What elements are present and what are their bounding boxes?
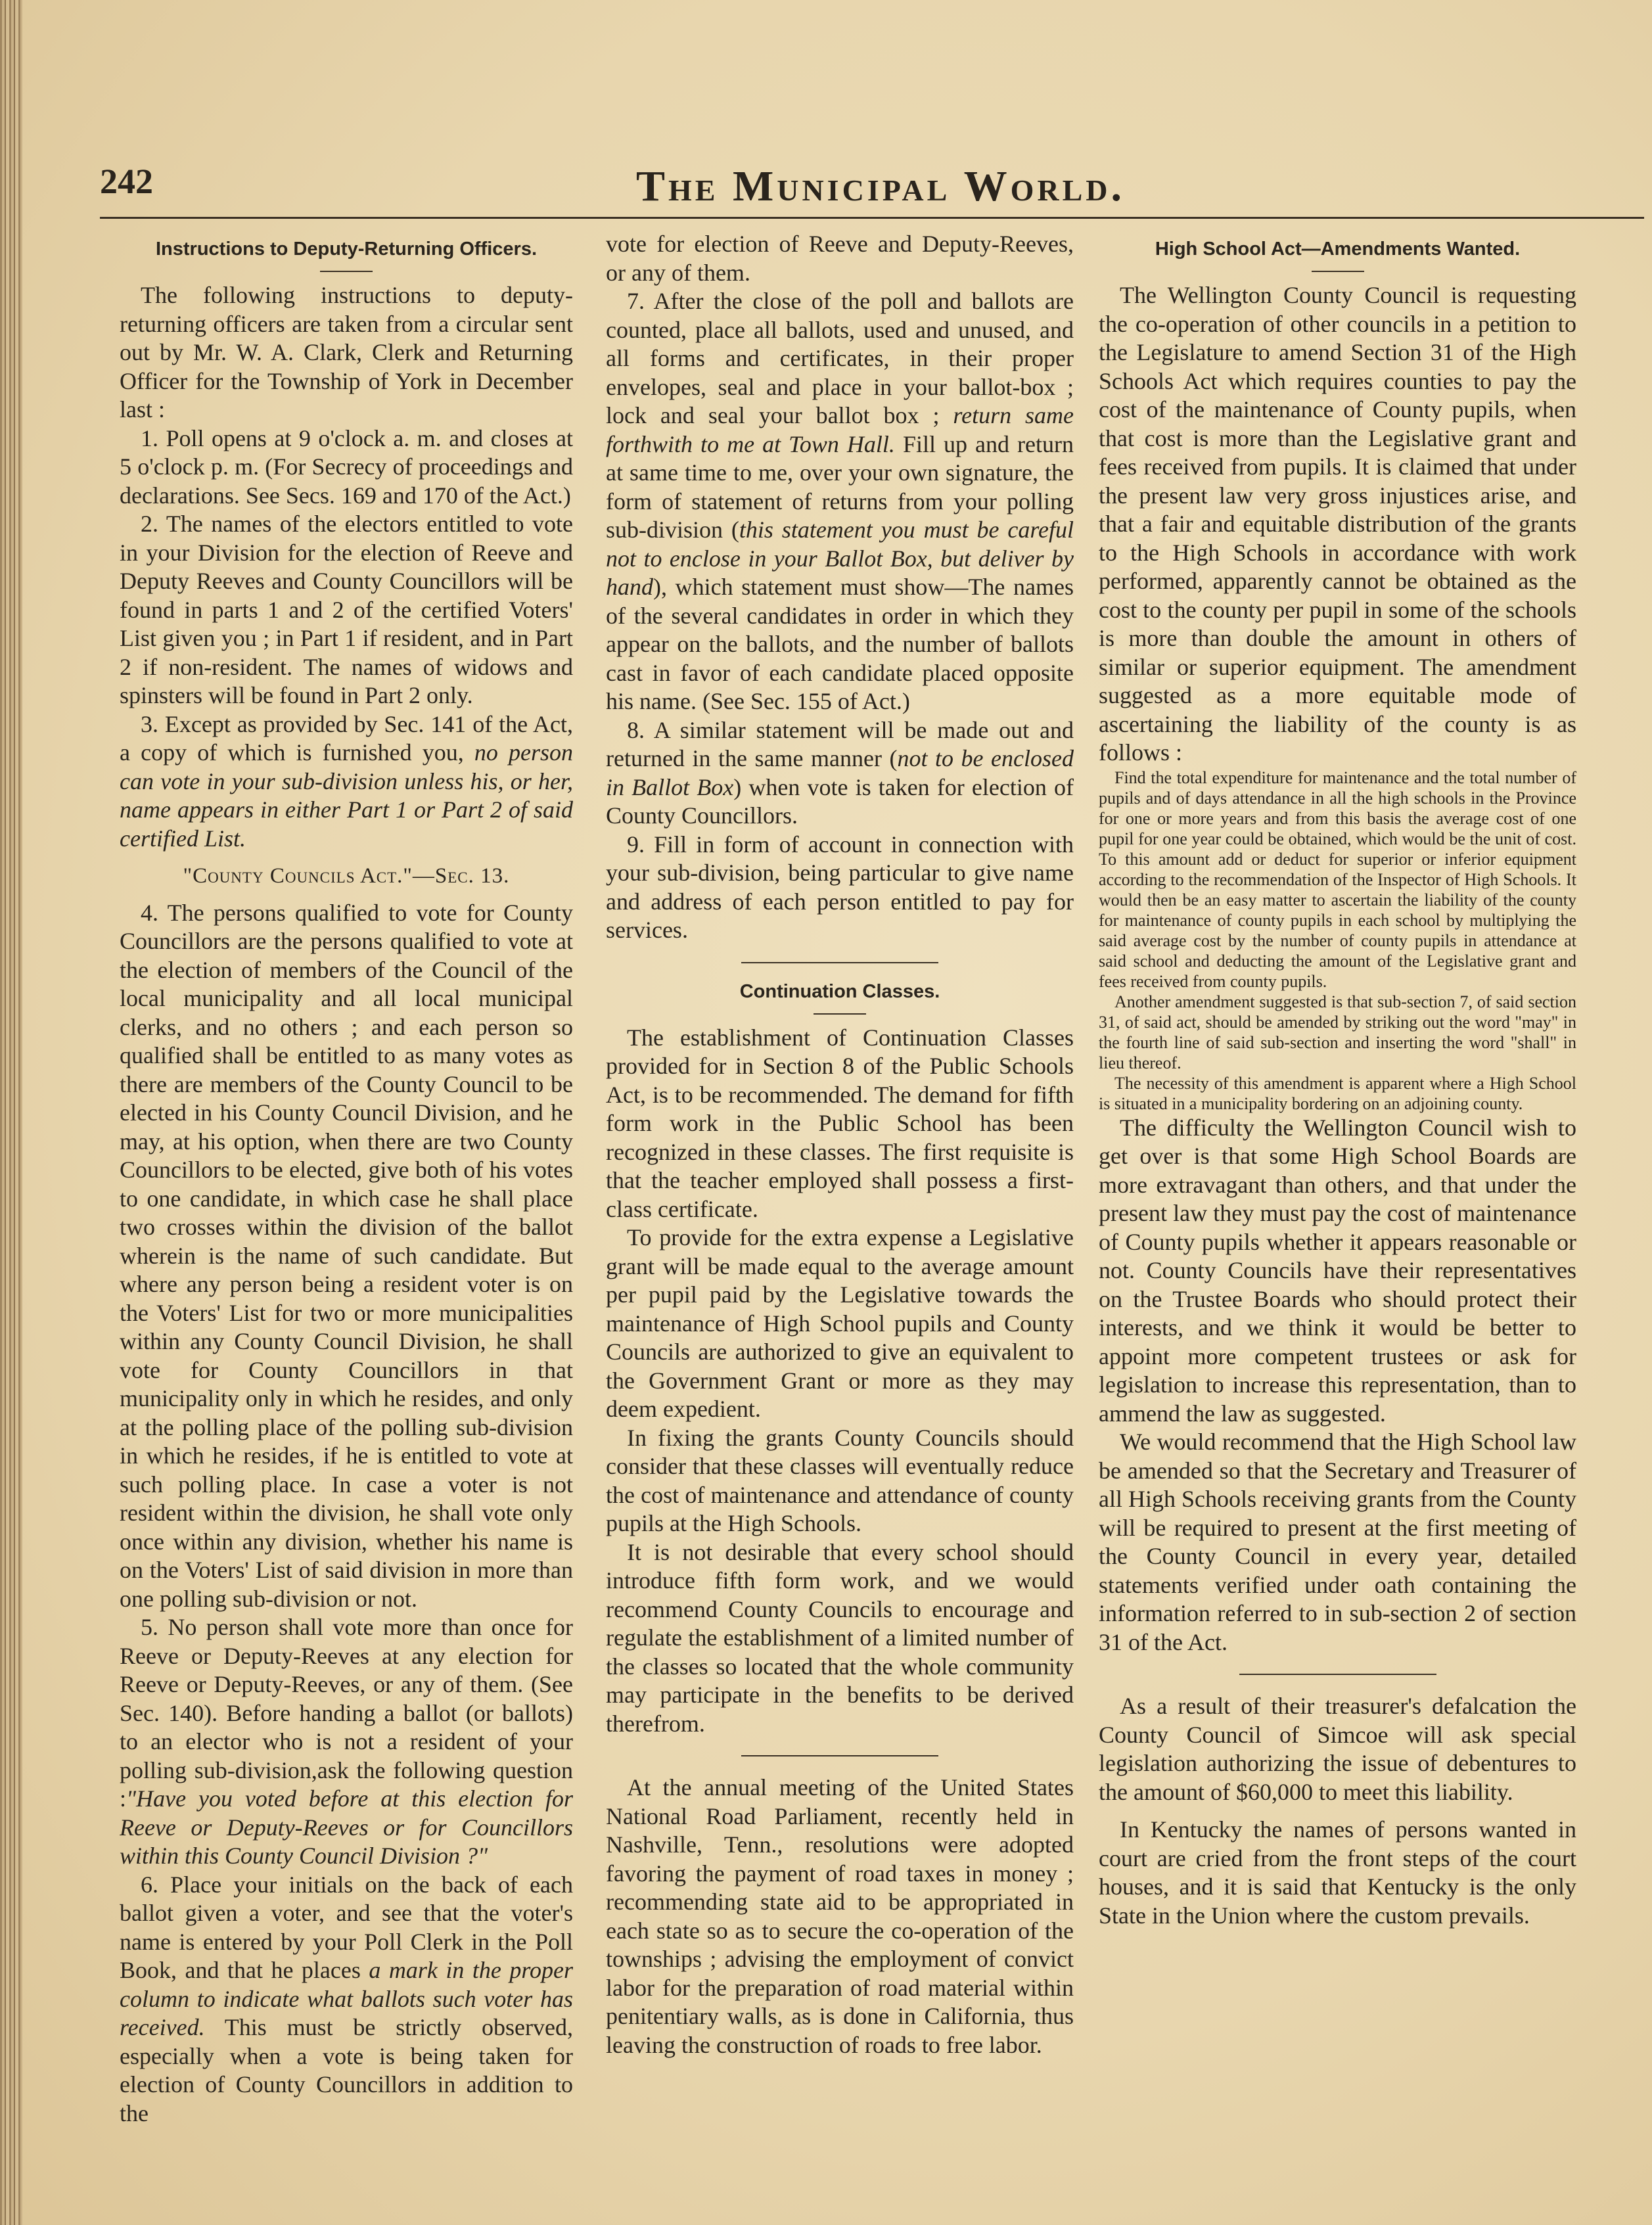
- masthead-title: The Municipal World.: [635, 162, 1126, 210]
- section-divider: [741, 1755, 938, 1756]
- paragraph: [120, 1871, 573, 2128]
- page-number: 242: [100, 162, 153, 201]
- italic-text: not to be enclosed in Ballot Box: [606, 745, 1074, 800]
- paragraph: The following instructions to deputy-returning officers are taken from a circular sent out by Mr. W. A. Clark, Clerk and Returning Officer for the Township of York in December last :: [120, 282, 573, 423]
- text-run: ), which statement must show—The names of the several candidates in order in which they appear on the ballots, and the number of ballots cast in favor of each candidate placed opposite his name. (See Sec. 155 of Act.): [606, 574, 1074, 714]
- paragraph: 9. Fill in form of account in connection with your sub-division, being particular to give name and address of each person entitled to pay for services.: [606, 831, 1074, 943]
- article-heading: Instructions to Deputy-Returning Officers.: [120, 238, 573, 272]
- paragraph: 4. The persons qualified to vote for County Councillors are the persons qualified to vote at the election of members of the Council of the local municipality and all local municipal clerks, and no others ; and each person so qualified shall be entitled to as many votes as there are members of the County Council to be elected in his County Council Division, and he may, at his option, when there are two County Councillors to be elected, give both of his votes to one candidate, in which case he shall place two crosses within the division of the ballot wherein is the name of such candidate. But where any person being a resident voter is on the Voters' List for two or more municipalities within any County Council Division, he shall vote for County Councillors in that municipality only in which he resides, and only at the polling place of the polling sub-division in which he resides, if he is entitled to vote at such polling place. In case a voter is not resident within the division, he shall vote only once within any division, whether his name is on the Voters' List of said division in more than one polling sub-division or not.: [120, 899, 573, 1612]
- section-divider: [741, 962, 938, 963]
- column-middle: [606, 230, 1074, 2188]
- paragraph: [120, 710, 573, 854]
- header-rule: [100, 217, 1644, 219]
- quoted-paragraph: Another amendment suggested is that sub-section 7, of said section 31, of said act, should be amended by striking out the word "may" in the fourth line of said sub-section and inserting the word "shall" in lieu thereof.: [1099, 992, 1576, 1072]
- quoted-paragraph: The necessity of this amendment is apparent where a High School is situated in a municipality bordering on an adjoining county.: [1099, 1073, 1576, 1113]
- paragraph: As a result of their treasurer's defalcation the County Council of Simcoe will ask special legislation authorizing the issue of debentures to the amount of $60,000 to meet this liability.: [1099, 1693, 1576, 1805]
- italic-text: a mark in the proper column to indicate what ballots such voter has received.: [120, 1957, 573, 2040]
- column-left: [120, 230, 573, 2188]
- text-run: 6. Place your initials on the back of each ballot given a voter, and see that the voter's name is entered by your Poll Clerk in the Poll Book, and that he places: [120, 1871, 573, 1983]
- text-run: This must be strictly observed, especially when a vote is being taken for election of County Councillors in addition to the: [120, 2014, 573, 2126]
- italic-text: this statement you must be careful not to enclose in your Ballot Box, but deliver by hand: [606, 516, 1074, 600]
- paragraph: To provide for the extra expense a Legislative grant will be made equal to the average amount per pupil paid by the Legislative towards the maintenance of High School pupils and County Councils are authorized to give an equivalent to the Government Grant or more as they may deem expedient.: [606, 1224, 1074, 1422]
- paragraph: The Wellington County Council is requesting the co-operation of other councils in a petition to the Legislature to amend Section 31 of the High Schools Act which requires counties to pay the cost of the maintenance of County pupils, when that cost is more than the Legislative grant and fees received from pupils. It is claimed that under the present law very gross injustices arise, and that a fair and equitable distribution of the grants to the High Schools in accordance with work performed, apparently cannot be obtained as the cost to the county per pupil in some of the schools is more than double the amount in others of similar or superior equipment. The amendment suggested as a more equitable mode of ascertaining the liability of the county is as follows :: [1099, 282, 1576, 766]
- legal-citation: "County Councils Act."—Sec. 13.: [183, 864, 510, 888]
- spacer: [1099, 1806, 1576, 1816]
- italic-text: "Have you voted before at this election for Reeve or Deputy-Reeves or for Councillors within this County Council Division ?": [120, 1785, 573, 1869]
- paragraph: It is not desirable that every school should introduce fifth form work, and we would recommend County Councils to encourage and regulate the establishment of a limited number of the classes so located that the whole community may participate in the benefits to be derived therefrom.: [606, 1538, 1074, 1737]
- paragraph: We would recommend that the High School law be amended so that the Secretary and Treasurer of all High Schools receiving grants from the County will be required to present at the first meeting of the County Council in every year, detailed statements verified under oath containing the information referred to in sub-section 2 of section 31 of the Act.: [1099, 1429, 1576, 1655]
- text-run: 7. After the close of the poll and ballots are counted, place all ballots, used and unused, and all forms and certificates, in their proper envelopes, seal and place in your ballot-box ; lock and seal your ballot box ;: [606, 288, 1074, 428]
- paragraph: In fixing the grants County Councils should consider that these classes will eventually reduce the cost of maintenance and attendance of county pupils at the High Schools.: [606, 1424, 1074, 1536]
- paragraph: [606, 716, 1074, 831]
- paragraph: 2. The names of the electors entitled to vote in your Division for the election of Reeve and Deputy Reeves and County Councillors will be found in parts 1 and 2 of the certified Voters' List given you ; in Part 1 if resident, and in Part 2 if non-resident. The names of widows and spinsters will be found in Part 2 only.: [120, 511, 573, 708]
- section-divider: [1239, 1674, 1436, 1675]
- paragraph: vote for election of Reeve and Deputy-Reeves, or any of them.: [606, 231, 1074, 286]
- text-run: ) when vote is taken for election of County Councillors.: [606, 773, 1074, 829]
- paragraph: 1. Poll opens at 9 o'clock a. m. and closes at 5 o'clock p. m. (For Secrecy of proceedings and declarations. See Secs. 169 and 170 of the Act.): [120, 424, 573, 509]
- page-binding-edge: [0, 0, 22, 2225]
- text-run: 8. A similar statement will be made out and returned in the same manner (: [606, 716, 1074, 771]
- text-run: Fill up and return at same time to me, over your own signature, the form of statement of returns from your polling sub-division (: [606, 430, 1074, 543]
- italic-text: no person can vote in your sub-division unless his, or her, name appears in either Part 1 or Part 2 of said certified List.: [120, 739, 573, 852]
- quoted-paragraph: Find the total expenditure for maintenance and the total number of pupils and of days attendance in all the high schools in the Province for one or more years and from this basis the average cost of one pupil for one year could be obtained, which would be the unit of cost. To this amount add or deduct for superior or inferior equipment according to the recommendation of the Inspector of High Schools. It would then be an easy matter to ascertain the liability of the county for maintenance of county pupils in each school by multiplying the said average cost by the number of county pupils in attendance at said school and deducting the amount of the Legislative grant and fees received from county pupils.: [1099, 768, 1576, 991]
- paragraph: At the annual meeting of the United States National Road Parliament, recently held in Nashville, Tenn., resolutions were adopted favoring the payment of road taxes in money ; recommending state aid to be appropriated in each state so as to secure the co-operation of the townships ; advising the employment of convict labor for the preparation of road material within penitentiary walls, as is done in California, thus leaving the construction of roads to free labor.: [606, 1774, 1074, 2058]
- text-run: 5. No person shall vote more than once for Reeve or Deputy-Reeves at any election for Reeve or Deputy-Reeves, or any of them. (See Sec. 140). Before handing a ballot (or ballots) to an elector who is not a resident of your polling sub-division,ask the following question :: [120, 1614, 573, 1812]
- paragraph: [606, 287, 1074, 716]
- paragraph: The difficulty the Wellington Council wish to get over is that some High School Boards are more extravagant than others, and that under the present law they must pay the cost of maintenance of County pupils whether it appears reasonable or not. County Councils have their representatives on the Trustee Boards who should protect their interests, and we think it would be better to appoint more competent trustees or ask for legislation to increase this representation, than to ammend the law as suggested.: [1099, 1114, 1576, 1427]
- paragraph: In Kentucky the names of persons wanted in court are cried from the front steps of the court houses, and it is said that Kentucky is the only State in the Union where the custom prevails.: [1099, 1816, 1576, 1929]
- spacer: [120, 853, 573, 862]
- italic-text: return same forthwith to me at Town Hall.: [606, 402, 1074, 457]
- column-right: [1099, 230, 1576, 2188]
- paragraph: The establishment of Continuation Classes provided for in Section 8 of the Public Schools Act, is to be recommended. The demand for fifth form work in the Public School has been recognized in these classes. The first requisite is that the teacher employed shall possess a first-class certificate.: [606, 1024, 1074, 1222]
- paragraph: [120, 1613, 573, 1871]
- article-heading: High School Act—Amendments Wanted.: [1099, 238, 1576, 272]
- article-heading: Continuation Classes.: [606, 980, 1074, 1015]
- text-run: 3. Except as provided by Sec. 141 of the Act, a copy of which is furnished you,: [120, 710, 573, 766]
